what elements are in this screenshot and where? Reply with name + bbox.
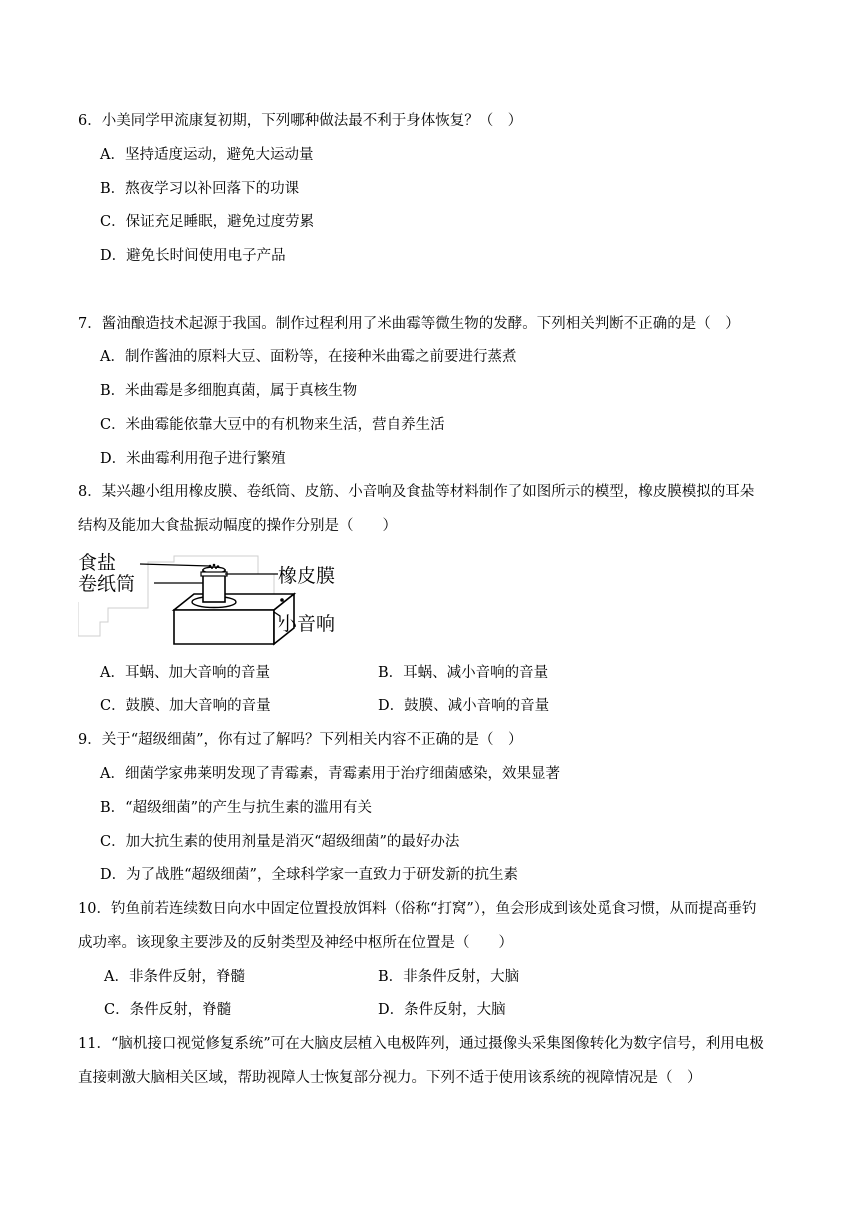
ear-model-diagram (78, 552, 368, 648)
question-11-stem-line2: 直接刺激大脑相关区域，帮助视障人士恢复部分视力。下列不适于使用该系统的视障情况是（ ） (78, 1070, 702, 1086)
question-6-option-b[interactable]: B．熬夜学习以补回落下的功课 (100, 181, 300, 197)
question-10-option-c[interactable]: C．条件反射，脊髓 (104, 1002, 232, 1018)
question-6-option-a[interactable]: A．坚持适度运动，避免大运动量 (100, 147, 314, 163)
question-10-option-b[interactable]: B．非条件反射，大脑 (378, 969, 520, 985)
question-10-option-a[interactable]: A．非条件反射，脊髓 (104, 969, 245, 985)
label-paper-tube: 卷纸筒 (78, 573, 136, 595)
question-10-stem-line2: 成功率。该现象主要涉及的反射类型及神经中枢所在位置是（ ） (78, 935, 513, 951)
question-8-option-b[interactable]: B．耳蜗、减小音响的音量 (378, 665, 549, 681)
question-9-option-c[interactable]: C．加大抗生素的使用剂量是消灭“超级细菌”的最好办法 (100, 834, 460, 850)
question-9-stem: 9．关于“超级细菌”，你有过了解吗？下列相关内容不正确的是（ ） (78, 732, 523, 748)
question-9-option-a[interactable]: A．细菌学家弗莱明发现了青霉素，青霉素用于治疗细菌感染，效果显著 (100, 766, 560, 782)
question-6-stem: 6．小美同学甲流康复初期，下列哪种做法最不利于身体恢复？（ ） (78, 113, 523, 129)
question-6-option-c[interactable]: C．保证充足睡眠，避免过度劳累 (100, 214, 315, 230)
question-7-option-d[interactable]: D．米曲霉利用孢子进行繁殖 (100, 451, 286, 467)
question-8-option-c[interactable]: C．鼓膜、加大音响的音量 (100, 698, 271, 714)
question-9-option-d[interactable]: D．为了战胜“超级细菌”，全球科学家一直致力于研发新的抗生素 (100, 867, 518, 883)
question-8-stem-line2: 结构及能加大食盐振动幅度的操作分别是（ ） (78, 518, 397, 534)
question-10-option-d[interactable]: D．条件反射，大脑 (378, 1002, 506, 1018)
question-10-stem-line1: 10．钓鱼前若连续数日向水中固定位置投放饵料（俗称“打窝”），鱼会形成到该处觅食习惯，从而提高垂钓 (78, 901, 757, 917)
question-7-option-c[interactable]: C．米曲霉能依靠大豆中的有机物来生活，营自养生活 (100, 417, 445, 433)
question-6-option-d[interactable]: D．避免长时间使用电子产品 (100, 248, 286, 264)
salt-leader-line (140, 564, 210, 566)
question-8-stem-line1: 8．某兴趣小组用橡皮膜、卷纸筒、皮筋、小音响及食盐等材料制作了如图所示的模型，橡皮膜模拟的耳朵 (78, 484, 755, 500)
question-7-option-a[interactable]: A．制作酱油的原料大豆、面粉等，在接种米曲霉之前要进行蒸煮 (100, 349, 517, 365)
label-speaker: 小音响 (278, 613, 336, 635)
question-7-option-b[interactable]: B．米曲霉是多细胞真菌，属于真核生物 (100, 383, 358, 399)
question-8-option-a[interactable]: A．耳蜗、加大音响的音量 (100, 665, 270, 681)
label-rubber-membrane: 橡皮膜 (278, 565, 336, 587)
label-salt: 食盐 (78, 552, 117, 574)
speaker-box (174, 594, 294, 644)
ear-model-figure (78, 552, 368, 648)
question-8-option-d[interactable]: D．鼓膜、减小音响的音量 (378, 698, 550, 714)
question-9-option-b[interactable]: B．“超级细菌”的产生与抗生素的滥用有关 (100, 800, 372, 816)
question-7-stem: 7．酱油酿造技术起源于我国。制作过程利用了米曲霉等微生物的发酵。下列相关判断不正确的是（ ） (78, 316, 740, 332)
paper-tube (201, 567, 227, 602)
question-11-stem-line1: 11．“脑机接口视觉修复系统”可在大脑皮层植入电极阵列，通过摄像头采集图像转化为数字信号，利用电极 (78, 1036, 764, 1052)
